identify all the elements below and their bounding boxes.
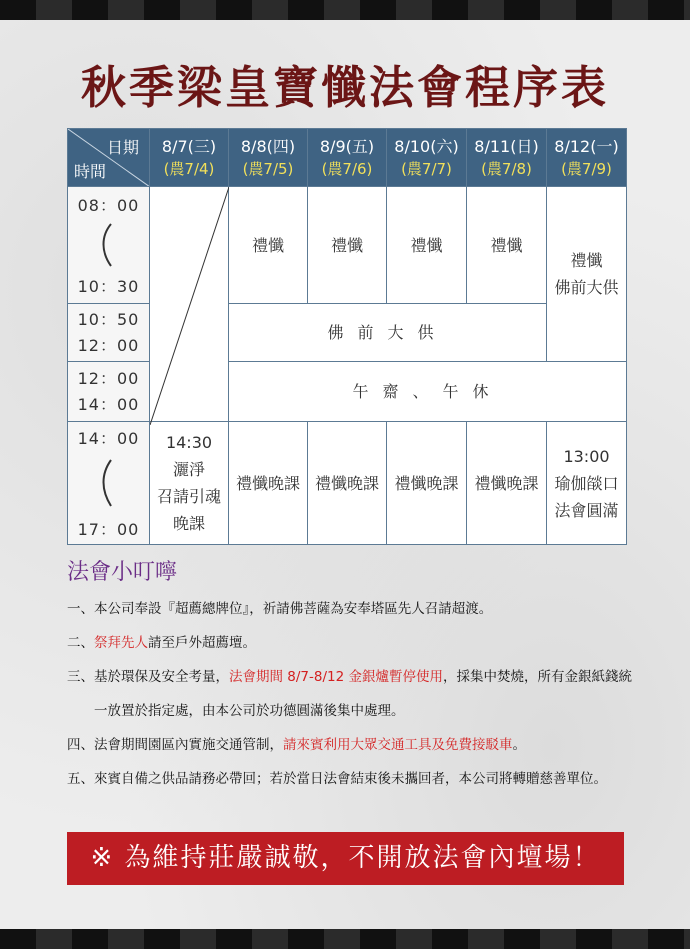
schedule-table	[67, 128, 627, 545]
day-header: 8/11(日) (農7/8)	[467, 129, 547, 187]
tip-number: 五、	[67, 771, 94, 787]
top-border	[0, 0, 690, 20]
tip-number: 二、	[67, 635, 94, 651]
session-cell: 禮懺	[387, 187, 467, 304]
tip-text	[94, 592, 632, 626]
bottom-border	[0, 929, 690, 949]
session-cell: 13:00 瑜伽燄口 法會圓滿	[547, 422, 627, 545]
tip-item	[67, 592, 632, 626]
no-session-cell	[150, 187, 229, 422]
session-cell: 禮懺晚課	[387, 422, 467, 545]
range-squiggle	[101, 458, 117, 508]
session-cell: 禮懺晚課	[467, 422, 547, 545]
time-slot: 08：00 10：30	[68, 187, 150, 304]
tip-segment: 基於環保及安全考量，	[94, 669, 229, 685]
tip-text	[94, 762, 632, 796]
header-row	[68, 129, 627, 187]
tip-item	[67, 660, 632, 728]
time-label: 時間	[74, 162, 107, 181]
tip-text	[94, 626, 632, 660]
tip-number: 四、	[67, 737, 94, 753]
time-slot: 12：00 14：00	[68, 362, 150, 422]
tip-segment: 請至戶外超薦壇。	[148, 635, 256, 651]
offering-cell: 佛前大供	[229, 304, 547, 362]
session-cell: 禮懺晚課	[229, 422, 308, 545]
tip-highlight: 法會期間 8/7-8/12 金銀爐暫停使用	[229, 669, 443, 685]
schedule-row	[68, 187, 627, 304]
day-header: 8/10(六) (農7/7)	[387, 129, 467, 187]
tip-item	[67, 762, 632, 796]
tip-segment: 來賓自備之供品請務必帶回；若於當日法會結束後未攜回者，本公司將轉贈慈善單位。	[94, 771, 607, 787]
tip-text	[94, 660, 632, 728]
session-cell: 禮懺	[308, 187, 387, 304]
session-cell: 禮懺 佛前大供	[547, 187, 627, 362]
tip-segment: 本公司奉設『超薦總牌位』，祈請佛菩薩為安奉塔區先人召請超渡。	[94, 601, 493, 617]
tip-number: 一、	[67, 601, 94, 617]
tip-text	[94, 728, 632, 762]
corner-header	[68, 129, 150, 187]
session-cell: 禮懺	[467, 187, 547, 304]
tips-title: 法會小叮嚀	[67, 560, 178, 585]
session-cell: 14:30 灑淨 召請引魂 晚課	[150, 422, 229, 545]
day-header: 8/12(一) (農7/9)	[547, 129, 627, 187]
tip-segment: ，採集中焚燒，所有金銀紙錢統一放置於指定處，由本公司於功德圓滿後集中處理。	[94, 669, 632, 719]
time-slot: 14：00 17：00	[68, 422, 150, 545]
tip-highlight: 祭拜先人	[94, 635, 148, 651]
lunch-cell: 午齋、午休	[229, 362, 627, 422]
range-squiggle	[101, 222, 117, 268]
tip-item	[67, 728, 632, 762]
diagonal-line	[150, 187, 229, 425]
tip-number: 三、	[67, 669, 94, 685]
schedule-row	[68, 422, 627, 545]
day-header: 8/8(四) (農7/5)	[229, 129, 308, 187]
session-cell: 禮懺晚課	[308, 422, 387, 545]
tips-list	[67, 592, 632, 796]
page-title: 秋季梁皇寶懺法會程序表	[80, 61, 609, 114]
date-label: 日期	[106, 138, 139, 157]
tip-highlight: 請來賓利用大眾交通工具及免費接駁車	[283, 737, 513, 753]
session-cell: 禮懺	[229, 187, 308, 304]
notice-banner: ※ 為維持莊嚴誠敬，不開放法會內壇場！	[67, 832, 624, 885]
day-header: 8/9(五) (農7/6)	[308, 129, 387, 187]
time-slot: 10：50 12：00	[68, 304, 150, 362]
day-header: 8/7(三) (農7/4)	[150, 129, 229, 187]
tip-segment: 法會期間園區內實施交通管制，	[94, 737, 283, 753]
tip-segment: 。	[512, 737, 526, 753]
tip-item	[67, 626, 632, 660]
